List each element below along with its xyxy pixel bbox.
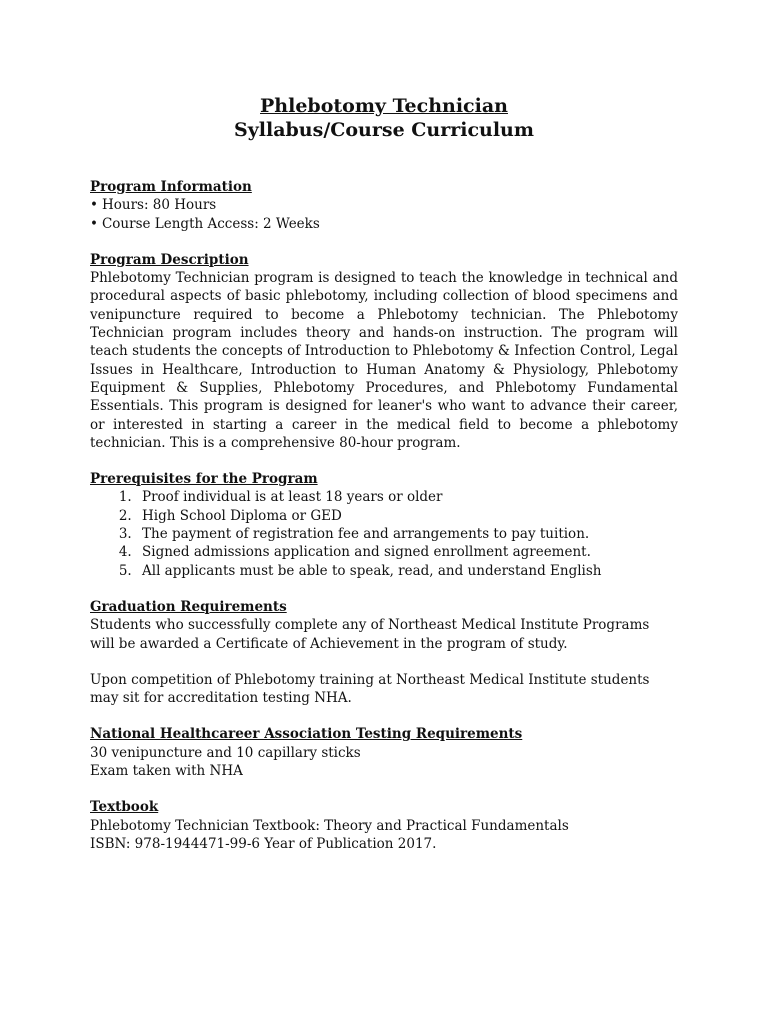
list-item: 5. All applicants must be able to speak, read, and understand English: [136, 562, 678, 580]
list-item: 3. The payment of registration fee and arrangements to pay tuition.: [136, 525, 678, 543]
graduation-paragraph: Students who successfully complete any of Northeast Medical Institute Programs will be awarded a Certificate of Achievement in the program of study.: [90, 617, 650, 652]
program-description-section: [90, 251, 678, 452]
nha-testing-heading: National Healthcareer Association Testing Requirements: [90, 726, 523, 743]
program-description-heading: Program Description: [90, 251, 249, 268]
program-information-heading: Program Information: [90, 179, 252, 195]
graduation-paragraph: Upon competition of Phlebotomy training at Northeast Medical Institute students may sit for accreditation testing NHA.: [90, 671, 650, 707]
program-information-section: [90, 178, 678, 233]
document-subtitle: Syllabus/Course Curriculum: [234, 119, 534, 141]
textbook-title-line: Phlebotomy Technician Textbook: Theory and Practical Fundamentals: [90, 817, 569, 834]
textbook-section: [90, 798, 678, 853]
prerequisites-section: [90, 470, 678, 580]
paragraph-gap: [90, 653, 678, 671]
document-title: Phlebotomy Technician: [260, 95, 508, 117]
nha-testing-line: Exam taken with NHA: [90, 763, 243, 780]
textbook-isbn-line: ISBN: 978-1944471-99-6 Year of Publication 2017.: [90, 835, 437, 852]
textbook-heading: Textbook: [90, 799, 159, 816]
list-item: 1. Proof individual is at least 18 years or older: [136, 488, 678, 506]
list-item: 2. High School Diploma or GED: [136, 507, 678, 525]
prerequisites-heading: Prerequisites for the Program: [90, 471, 318, 488]
list-item: • Course Length Access: 2 Weeks: [90, 215, 678, 233]
prerequisites-list: [90, 488, 678, 579]
graduation-section: [90, 598, 678, 707]
list-item: 4. Signed admissions application and signed enrollment agreement.: [136, 543, 678, 561]
program-description-text: Phlebotomy Technician program is designed to teach the knowledge in technical and procedural aspects of basic phlebotomy, including collection of blood specimens and venipuncture required to become a Phlebotomy technician. The Phlebotomy Technician program includes theory and hands-on instruction. The program will teach students the concepts of Introduction to Phlebotomy & Infection Control, Legal Issues in Healthcare, Introduction to Human Anatomy & Physiology, Phlebotomy Equipment & Supplies, Phlebotomy Procedures, and Phlebotomy Fundamental Essentials. This program is designed for leaner's who want to advance their career, or interested in starting a career in the medical field to become a phlebotomy technician. This is a comprehensive 80-hour program.: [90, 270, 678, 451]
program-information-list: [90, 196, 678, 233]
title-block: [90, 94, 678, 142]
list-item: • Hours: 80 Hours: [90, 196, 678, 214]
nha-testing-line: 30 venipuncture and 10 capillary sticks: [90, 744, 361, 761]
graduation-heading: Graduation Requirements: [90, 598, 287, 615]
nha-testing-section: [90, 725, 678, 780]
